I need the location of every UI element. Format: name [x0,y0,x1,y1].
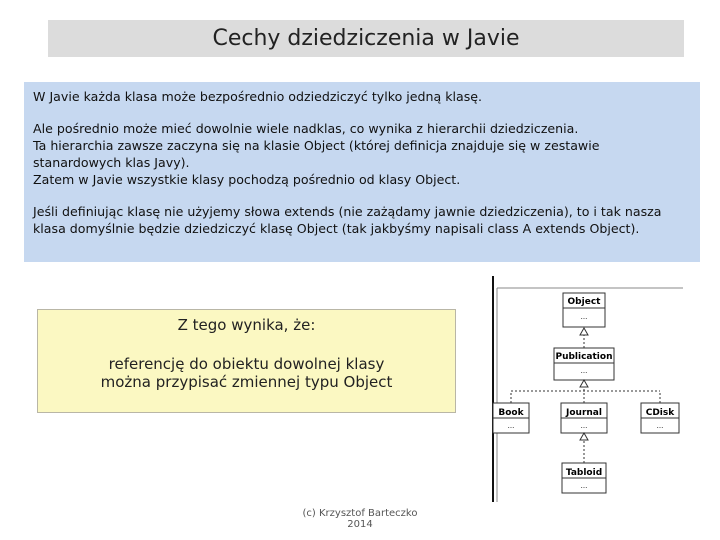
uml-class-name: Object [567,297,601,307]
uml-class-ellipsis: ... [580,482,588,490]
uml-class-name: CDisk [645,408,675,418]
uml-class-journal [561,403,607,433]
inheritance-arrow-icon [580,328,588,335]
uml-class-publication [554,348,614,380]
uml-class-ellipsis: ... [580,313,588,321]
explanation-line: klasa domyślnie będzie dziedziczyć klasę Object (tak jakbyśmy napisali class A extends Object). [33,221,640,236]
uml-class-tabloid [562,463,606,493]
inheritance-arrow-icon [580,380,588,387]
slide-title [48,20,684,57]
explanation-box [24,82,700,262]
conclusion-heading: Z tego wynika, że: [177,316,316,334]
uml-class-ellipsis: ... [580,422,588,430]
inheritance-arrow-icon [580,433,588,440]
class-hierarchy-diagram [487,274,687,504]
explanation-line: Ta hierarchia zawsze zaczyna się na klasie Object (której definicja znajduje się w zestawie [33,138,600,153]
uml-class-ellipsis: ... [580,367,588,375]
slide-title-text: Cechy dziedziczenia w Javie [212,26,520,51]
uml-class-name: Journal [566,408,602,418]
explanation-line: Ale pośrednio może mieć dowolnie wiele nadklas, co wynika z hierarchii dziedziczenia. [33,121,579,136]
uml-class-name: Tabloid [565,468,603,478]
uml-class-object [563,293,605,327]
uml-class-name: Publication [555,352,613,362]
uml-class-ellipsis: ... [507,422,515,430]
explanation-line: W Javie każda klasa może bezpośrednio odziedziczyć tylko jedną klasę. [33,89,483,104]
conclusion-box [37,309,456,413]
explanation-line: Jeśli definiując klasę nie użyjemy słowa extends (nie zażądamy jawnie dziedziczenia), to i tak nasza [33,204,662,219]
uml-class-ellipsis: ... [656,422,664,430]
explanation-line: stanardowych klas Javy). [33,155,190,170]
explanation-line: Zatem w Javie wszystkie klasy pochodzą pośrednio od klasy Object. [33,172,461,187]
conclusion-line: referencję do obiektu dowolnej klasy [108,355,385,373]
copyright-footer: (c) Krzysztof Barteczko 2014 [302,508,418,530]
uml-class-cdisk [641,403,679,433]
conclusion-line: można przypisać zmiennej typu Object [100,373,393,391]
uml-class-book [493,403,529,433]
uml-class-name: Book [498,408,524,418]
